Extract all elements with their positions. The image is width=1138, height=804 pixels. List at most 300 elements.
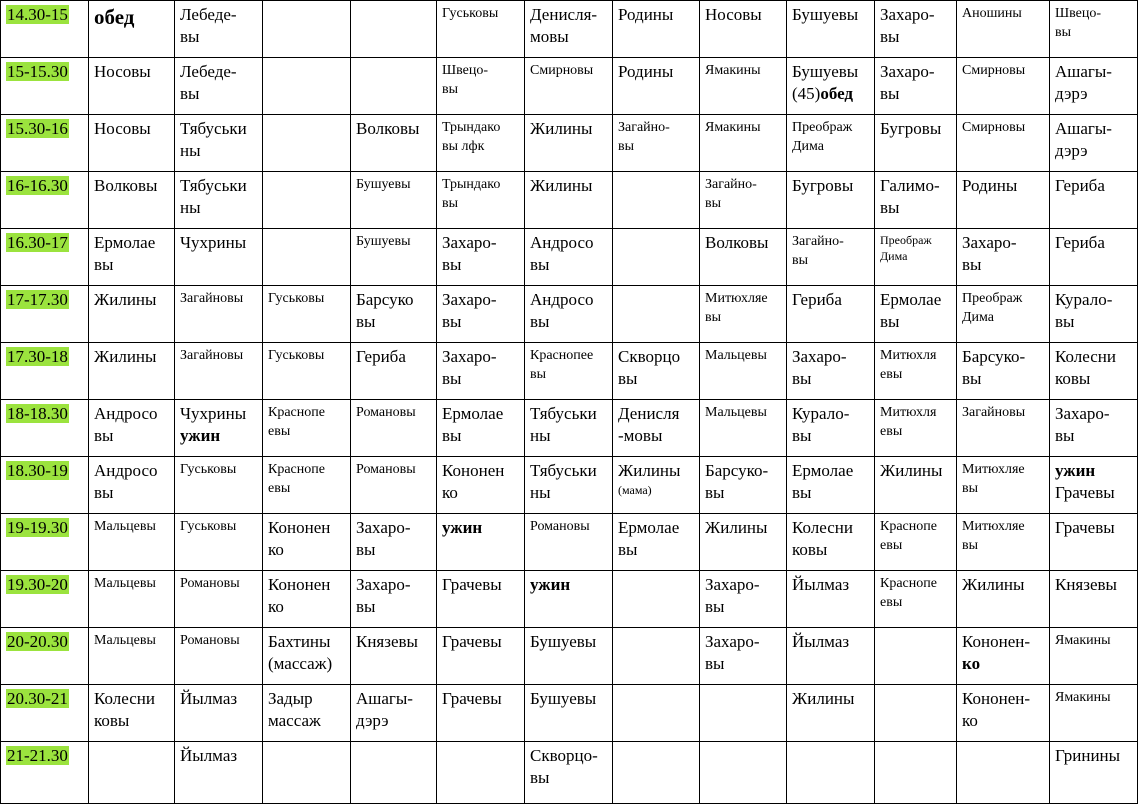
- cell-text: Захаро-: [356, 575, 411, 594]
- time-slot-cell: [1, 685, 89, 742]
- time-slot-cell: [1, 742, 89, 804]
- schedule-cell: [525, 1, 613, 58]
- cell-text: Жилины: [705, 518, 768, 537]
- schedule-cell: [787, 229, 875, 286]
- cell-text: Носовы: [705, 5, 762, 24]
- schedule-cell: [700, 58, 787, 115]
- cell-text: (массаж): [268, 654, 333, 673]
- schedule-cell: [89, 172, 175, 229]
- cell-text: вы: [442, 82, 459, 97]
- cell-text: обед: [94, 5, 135, 29]
- cell-text: вы: [792, 369, 812, 388]
- table-row: [1, 457, 1138, 514]
- cell-text: вы: [94, 255, 114, 274]
- cell-line: [792, 83, 870, 105]
- cell-text: Задыр: [268, 689, 313, 708]
- table-row: [1, 58, 1138, 115]
- cell-text: Грачевы: [442, 689, 502, 708]
- schedule-cell: [1050, 628, 1138, 685]
- schedule-cell: [700, 514, 787, 571]
- cell-text: ны: [180, 198, 201, 217]
- cell-text: Мальцевы: [94, 633, 156, 648]
- schedule-cell: [1050, 685, 1138, 742]
- schedule-cell: [700, 115, 787, 172]
- schedule-cell: [437, 343, 525, 400]
- cell-text: Жилины: [94, 290, 157, 309]
- schedule-cell: [89, 742, 175, 804]
- schedule-cell: [351, 514, 437, 571]
- cell-text: Аношины: [962, 6, 1022, 21]
- cell-text: вы: [705, 483, 725, 502]
- cell-text: Захаро-: [442, 347, 497, 366]
- schedule-cell: [875, 343, 957, 400]
- cell-text: Гериба: [1055, 176, 1105, 195]
- cell-text: Романовы: [530, 519, 590, 534]
- schedule-cell: [351, 571, 437, 628]
- schedule-cell: [175, 343, 263, 400]
- schedule-cell: [1050, 229, 1138, 286]
- schedule-cell: [437, 286, 525, 343]
- cell-text: вы: [880, 312, 900, 331]
- time-slot-label: 14.30-15: [7, 5, 68, 24]
- schedule-cell: [437, 685, 525, 742]
- schedule-cell: [437, 400, 525, 457]
- schedule-cell: [787, 742, 875, 804]
- time-slot-cell: [1, 115, 89, 172]
- cell-text: Трындако: [442, 177, 501, 192]
- cell-text: Захаро-: [356, 518, 411, 537]
- cell-text: Андросо: [530, 290, 594, 309]
- schedule-cell: [787, 571, 875, 628]
- cell-text: вы: [1055, 312, 1075, 331]
- cell-text: евы: [880, 595, 903, 610]
- schedule-cell: [787, 1, 875, 58]
- schedule-cell: [613, 343, 700, 400]
- cell-text: Митюхляе: [962, 519, 1025, 534]
- cell-text: Трындако: [442, 120, 501, 135]
- schedule-cell: [175, 229, 263, 286]
- cell-text: Захаро-: [442, 233, 497, 252]
- cell-text: Кононен: [268, 518, 331, 537]
- cell-text: Митюхляе: [962, 462, 1025, 477]
- schedule-cell: [875, 685, 957, 742]
- cell-text: мовы: [530, 27, 569, 46]
- cell-text: Митюхля: [880, 405, 937, 420]
- cell-text: Ермолае: [94, 233, 156, 252]
- cell-text: Краснопе: [880, 519, 937, 534]
- table-row: [1, 115, 1138, 172]
- schedule-cell: [263, 229, 351, 286]
- cell-text: Гуськовы: [268, 348, 325, 363]
- cell-text: Жилины: [792, 689, 855, 708]
- schedule-cell: [263, 286, 351, 343]
- cell-text: Тябуськи: [180, 176, 247, 195]
- schedule-cell: [175, 628, 263, 685]
- schedule-cell: [175, 457, 263, 514]
- schedule-cell: [89, 286, 175, 343]
- table-row: [1, 229, 1138, 286]
- cell-text: вы: [792, 426, 812, 445]
- cell-text: Романовы: [356, 462, 416, 477]
- cell-text: вы: [356, 597, 376, 616]
- cell-text: Князевы: [356, 632, 418, 651]
- cell-text: ужин: [1055, 461, 1096, 480]
- schedule-cell: [351, 400, 437, 457]
- schedule-cell: [263, 58, 351, 115]
- cell-text: Носовы: [94, 119, 151, 138]
- schedule-cell: [787, 457, 875, 514]
- schedule-cell: [351, 457, 437, 514]
- time-slot-label: 20-20.30: [7, 632, 68, 651]
- cell-text: Романовы: [180, 633, 240, 648]
- cell-text: Смирновы: [962, 63, 1026, 78]
- schedule-cell: [787, 628, 875, 685]
- cell-text: Колесни: [1055, 347, 1116, 366]
- schedule-cell: [700, 343, 787, 400]
- time-slot-label: 16-16.30: [7, 176, 68, 195]
- cell-text: Кононен-: [962, 689, 1030, 708]
- cell-text: Загайно-: [705, 177, 757, 192]
- cell-text: Князевы: [1055, 575, 1117, 594]
- time-slot-label: 20.30-21: [7, 689, 68, 708]
- cell-text: вы лфк: [442, 139, 485, 154]
- schedule-cell: [787, 685, 875, 742]
- cell-text: ковы: [1055, 369, 1091, 388]
- schedule-cell: [175, 742, 263, 804]
- time-slot-label: 15.30-16: [7, 119, 68, 138]
- schedule-cell: [957, 685, 1050, 742]
- schedule-cell: [613, 457, 700, 514]
- schedule-cell: [1050, 742, 1138, 804]
- cell-text: Дима: [880, 249, 908, 263]
- schedule-cell: [957, 58, 1050, 115]
- cell-text: массаж: [268, 711, 321, 730]
- cell-text: Грачевы: [442, 575, 502, 594]
- time-slot-cell: [1, 1, 89, 58]
- cell-text: Гуськовы: [268, 291, 325, 306]
- cell-text: ны: [530, 483, 551, 502]
- schedule-cell: [351, 685, 437, 742]
- time-slot-label: 17-17.30: [7, 290, 68, 309]
- cell-text: Волковы: [705, 233, 769, 252]
- cell-text: Ашагы-: [1055, 119, 1112, 138]
- cell-text: Гериба: [356, 347, 406, 366]
- cell-text: вы: [442, 196, 459, 211]
- schedule-cell: [1050, 457, 1138, 514]
- cell-text: дэрэ: [1055, 84, 1088, 103]
- cell-text: Скворцо-: [530, 746, 598, 765]
- cell-text: ны: [530, 426, 551, 445]
- schedule-cell: [89, 58, 175, 115]
- cell-text: вы: [530, 312, 550, 331]
- schedule-cell: [351, 286, 437, 343]
- schedule-cell: [525, 286, 613, 343]
- schedule-cell: [1050, 172, 1138, 229]
- schedule-cell: [437, 172, 525, 229]
- cell-text: Гринины: [1055, 746, 1121, 765]
- cell-text: Денисля-: [530, 5, 598, 24]
- cell-text: Йылмаз: [792, 632, 850, 651]
- time-slot-cell: [1, 400, 89, 457]
- schedule-cell: [700, 457, 787, 514]
- time-slot-label: 21-21.30: [7, 746, 68, 765]
- schedule-cell: [957, 286, 1050, 343]
- cell-text: вы: [880, 84, 900, 103]
- schedule-cell: [1050, 1, 1138, 58]
- cell-text: Бушуевы: [792, 62, 859, 81]
- cell-text: Йылмаз: [180, 746, 238, 765]
- cell-text: Ямакины: [1055, 633, 1111, 648]
- schedule-cell: [89, 457, 175, 514]
- cell-text: Преображ: [880, 233, 932, 247]
- schedule-cell: [437, 115, 525, 172]
- schedule-cell: [351, 343, 437, 400]
- cell-text: вы: [180, 27, 200, 46]
- cell-text: вы: [1055, 426, 1075, 445]
- cell-text: Захаро-: [962, 233, 1017, 252]
- cell-text: вы: [442, 255, 462, 274]
- schedule-cell: [700, 172, 787, 229]
- cell-text: вы: [618, 540, 638, 559]
- schedule-cell: [875, 400, 957, 457]
- schedule-cell: [89, 400, 175, 457]
- cell-text: вы: [618, 139, 635, 154]
- schedule-cell: [1050, 514, 1138, 571]
- cell-text: Ямакины: [705, 63, 761, 78]
- schedule-cell: [89, 685, 175, 742]
- table-row: [1, 571, 1138, 628]
- cell-text: Чухрины: [180, 404, 247, 423]
- cell-text: Андросо: [94, 461, 158, 480]
- schedule-cell: [700, 571, 787, 628]
- schedule-cell: [175, 172, 263, 229]
- cell-text: Жилины: [94, 347, 157, 366]
- schedule-cell: [957, 628, 1050, 685]
- cell-text: Колесни: [792, 518, 853, 537]
- schedule-cell: [1050, 286, 1138, 343]
- cell-text: вы: [530, 768, 550, 787]
- cell-text: Гериба: [792, 290, 842, 309]
- cell-text: Гериба: [1055, 233, 1105, 252]
- schedule-cell: [875, 628, 957, 685]
- schedule-cell: [437, 742, 525, 804]
- cell-text: (мама): [618, 483, 652, 497]
- cell-text: Захаро-: [1055, 404, 1110, 423]
- cell-text: Тябуськи: [180, 119, 247, 138]
- cell-text: Бугровы: [880, 119, 942, 138]
- table-row: [1, 685, 1138, 742]
- cell-text: Андросо: [94, 404, 158, 423]
- schedule-cell: [437, 457, 525, 514]
- cell-text: Захаро-: [442, 290, 497, 309]
- cell-text: (45): [792, 84, 821, 103]
- schedule-cell: [700, 685, 787, 742]
- schedule-cell: [263, 115, 351, 172]
- cell-text: дэрэ: [356, 711, 389, 730]
- cell-text: Бушуевы: [356, 177, 411, 192]
- cell-text: Тябуськи: [530, 404, 597, 423]
- cell-text: евы: [268, 424, 291, 439]
- cell-text: Гуськовы: [180, 462, 237, 477]
- cell-text: вы: [356, 312, 376, 331]
- time-slot-cell: [1, 628, 89, 685]
- cell-text: Загайновы: [962, 405, 1026, 420]
- schedule-cell: [263, 400, 351, 457]
- schedule-cell: [525, 229, 613, 286]
- schedule-cell: [525, 457, 613, 514]
- time-slot-label: 19-19.30: [7, 518, 68, 537]
- schedule-cell: [957, 229, 1050, 286]
- schedule-cell: [787, 400, 875, 457]
- cell-text: ны: [180, 141, 201, 160]
- cell-text: Тябуськи: [530, 461, 597, 480]
- cell-text: Жилины: [880, 461, 943, 480]
- cell-text: Романовы: [356, 405, 416, 420]
- cell-text: Жилины: [530, 119, 593, 138]
- schedule-cell: [175, 400, 263, 457]
- schedule-cell: [613, 514, 700, 571]
- cell-text: Родины: [618, 5, 674, 24]
- schedule-cell: [89, 229, 175, 286]
- cell-text: Волковы: [356, 119, 420, 138]
- schedule-cell: [89, 115, 175, 172]
- cell-text: Краснопе: [268, 405, 325, 420]
- time-slot-cell: [1, 514, 89, 571]
- cell-text: вы: [705, 196, 722, 211]
- schedule-cell: [613, 1, 700, 58]
- schedule-cell: [175, 286, 263, 343]
- cell-text: Галимо-: [880, 176, 940, 195]
- schedule-cell: [613, 628, 700, 685]
- cell-text: Загайно-: [792, 234, 844, 249]
- schedule-cell: [875, 1, 957, 58]
- schedule-body: [1, 1, 1138, 804]
- schedule-cell: [957, 115, 1050, 172]
- cell-text: Йылмаз: [180, 689, 238, 708]
- cell-text: вы: [962, 481, 979, 496]
- schedule-cell: [875, 58, 957, 115]
- cell-text: Грачевы: [1055, 483, 1115, 502]
- schedule-cell: [1050, 400, 1138, 457]
- cell-text: -мовы: [618, 426, 663, 445]
- time-slot-label: 17.30-18: [7, 347, 68, 366]
- cell-text: вы: [94, 483, 114, 502]
- cell-text: Бушуевы: [530, 632, 597, 651]
- schedule-cell: [957, 742, 1050, 804]
- cell-text: обед: [820, 84, 854, 103]
- cell-text: Романовы: [180, 576, 240, 591]
- cell-text: Родины: [618, 62, 674, 81]
- schedule-cell: [525, 115, 613, 172]
- cell-text: вы: [880, 27, 900, 46]
- cell-text: Жилины: [962, 575, 1025, 594]
- cell-text: вы: [880, 198, 900, 217]
- schedule-cell: [613, 400, 700, 457]
- cell-text: Йылмаз: [792, 575, 850, 594]
- schedule-cell: [1050, 571, 1138, 628]
- schedule-cell: [957, 514, 1050, 571]
- schedule-cell: [351, 115, 437, 172]
- cell-text: Бушуевы: [530, 689, 597, 708]
- time-slot-label: 16.30-17: [7, 233, 68, 252]
- schedule-cell: [525, 514, 613, 571]
- cell-text: Швецо-: [442, 63, 489, 78]
- schedule-cell: [351, 229, 437, 286]
- schedule-cell: [613, 571, 700, 628]
- schedule-cell: [437, 58, 525, 115]
- cell-text: Ямакины: [1055, 690, 1111, 705]
- schedule-cell: [263, 1, 351, 58]
- time-slot-cell: [1, 172, 89, 229]
- schedule-cell: [263, 514, 351, 571]
- cell-text: Захаро-: [880, 62, 935, 81]
- cell-text: дэрэ: [1055, 141, 1088, 160]
- cell-text: Гуськовы: [442, 6, 499, 21]
- cell-text: Ашагы-: [356, 689, 413, 708]
- schedule-cell: [437, 571, 525, 628]
- cell-text: ко: [442, 483, 458, 502]
- cell-text: Ашагы-: [1055, 62, 1112, 81]
- cell-text: Андросо: [530, 233, 594, 252]
- cell-text: Швецо-: [1055, 6, 1102, 21]
- cell-text: Лебеде-: [180, 5, 237, 24]
- time-slot-cell: [1, 571, 89, 628]
- cell-text: Ермолае: [792, 461, 854, 480]
- schedule-cell: [1050, 58, 1138, 115]
- cell-text: евы: [268, 481, 291, 496]
- schedule-cell: [957, 1, 1050, 58]
- table-row: [1, 172, 1138, 229]
- schedule-cell: [175, 514, 263, 571]
- schedule-cell: [175, 115, 263, 172]
- schedule-cell: [787, 286, 875, 343]
- cell-text: Краснопе: [880, 576, 937, 591]
- schedule-cell: [700, 628, 787, 685]
- table-row: [1, 628, 1138, 685]
- schedule-cell: [875, 172, 957, 229]
- cell-text: Бахтины: [268, 632, 331, 651]
- schedule-cell: [263, 742, 351, 804]
- cell-text: Барсуко-: [705, 461, 769, 480]
- cell-text: Загайновы: [180, 291, 244, 306]
- schedule-cell: [525, 742, 613, 804]
- schedule-cell: [263, 172, 351, 229]
- cell-text: Мальцевы: [94, 576, 156, 591]
- cell-text: Ямакины: [705, 120, 761, 135]
- time-slot-label: 19.30-20: [7, 575, 68, 594]
- cell-text: вы: [618, 369, 638, 388]
- table-row: [1, 1, 1138, 58]
- cell-text: Краснопе: [268, 462, 325, 477]
- schedule-cell: [957, 172, 1050, 229]
- cell-text: ужин: [442, 518, 483, 537]
- cell-text: вы: [962, 369, 982, 388]
- cell-text: Митюхляе: [705, 291, 768, 306]
- schedule-cell: [437, 1, 525, 58]
- cell-text: Дима: [792, 139, 825, 154]
- schedule-cell: [613, 229, 700, 286]
- cell-text: ко: [962, 711, 978, 730]
- schedule-cell: [875, 286, 957, 343]
- cell-text: ковы: [792, 540, 828, 559]
- schedule-cell: [525, 685, 613, 742]
- schedule-cell: [700, 742, 787, 804]
- cell-text: Смирновы: [962, 120, 1026, 135]
- cell-text: вы: [705, 654, 725, 673]
- cell-text: Смирновы: [530, 63, 594, 78]
- cell-text: Лебеде-: [180, 62, 237, 81]
- cell-text: вы: [94, 426, 114, 445]
